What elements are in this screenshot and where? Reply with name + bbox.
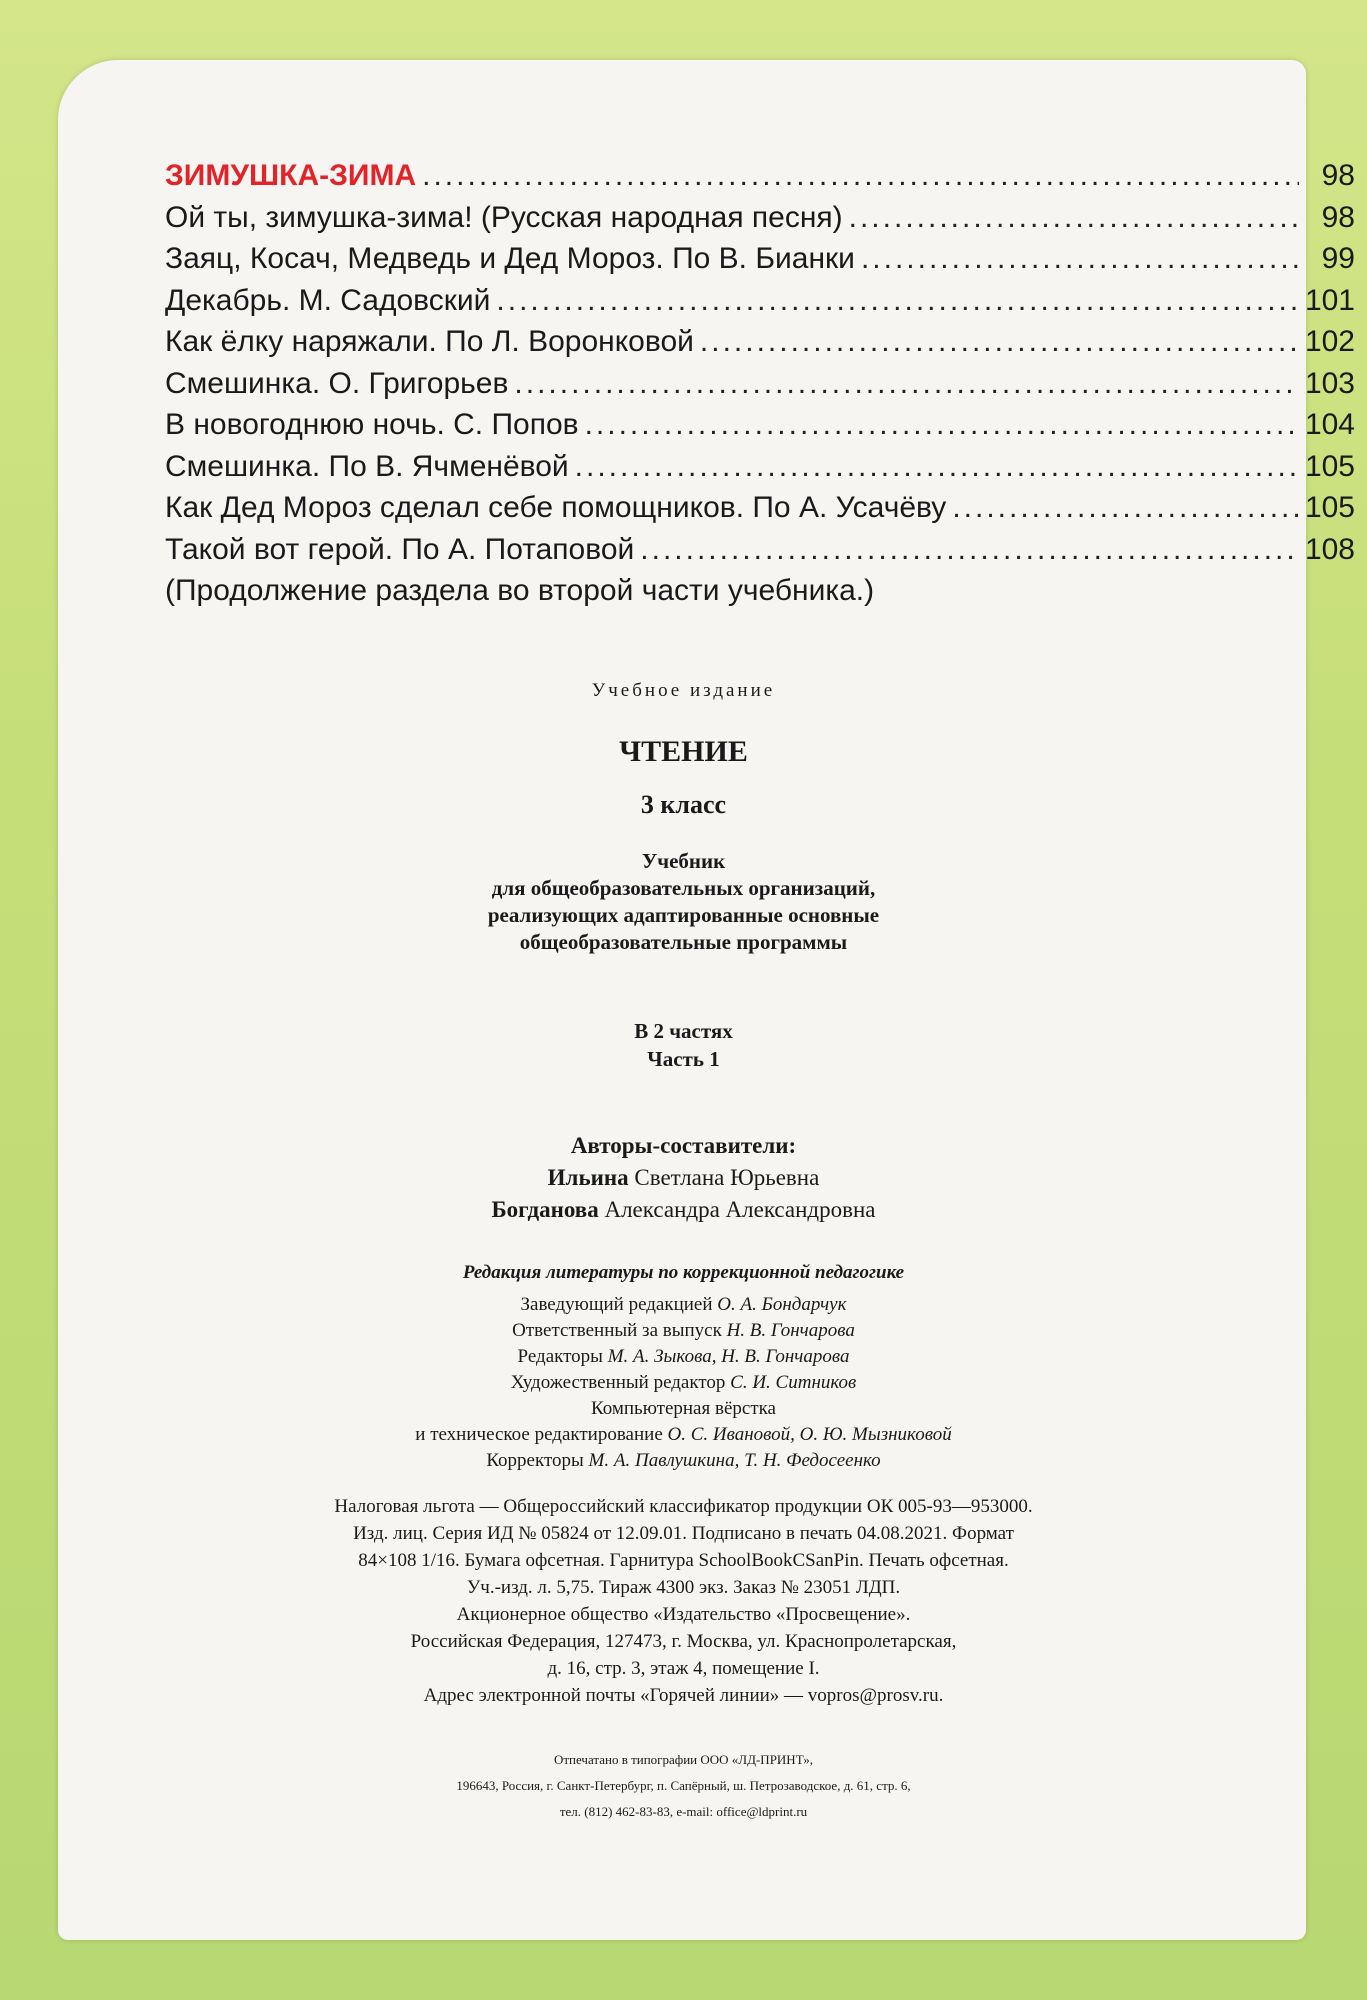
book-type	[0, 848, 1367, 956]
page-number: 101	[1304, 283, 1355, 317]
book-type-line: Учебник	[641, 849, 726, 873]
staff-row	[0, 1292, 1367, 1318]
editorial-staff	[0, 1260, 1367, 1474]
dot-leader	[514, 363, 1299, 405]
pub-line: Адрес электронной почты «Горячей линии» — vopros@prosv.ru.	[423, 1685, 944, 1706]
list-item	[165, 529, 1355, 571]
printer-line: Отпечатано в типографии ООО «ЛД-ПРИНТ»,	[553, 1752, 814, 1767]
staff-role: Редакторы	[517, 1346, 603, 1367]
item-title: Заяц, Косач, Медведь и Дед Мороз. По В. Бианки	[165, 242, 855, 275]
list-item	[165, 363, 1355, 405]
list-item	[165, 487, 1355, 529]
part-number: Часть 1	[647, 1047, 720, 1071]
list-item	[165, 404, 1355, 446]
list-item	[165, 280, 1355, 322]
page-number: 98	[1321, 159, 1355, 192]
item-title: Такой вот герой. По А. Потаповой	[165, 532, 635, 566]
editorial-heading: Редакция литературы по коррекционной педагогике	[462, 1262, 905, 1283]
printer-details	[0, 1747, 1367, 1825]
staff-role: Художественный редактор	[510, 1372, 726, 1393]
page-number: 105	[1304, 491, 1355, 524]
staff-name: М. А. Павлушкина, Т. Н. Федосеенко	[588, 1450, 881, 1471]
page-number: 99	[1321, 242, 1355, 275]
author-last-name: Ильина	[547, 1165, 629, 1190]
book-subject: ЧТЕНИЕ	[619, 735, 748, 768]
dot-leader	[849, 197, 1299, 239]
pub-line: Налоговая льгота — Общероссийский классификатор продукции ОК 005-93—953000.	[334, 1496, 1033, 1517]
section-title: ЗИМУШКА-ЗИМА	[165, 159, 417, 192]
printer-line: 196643, Россия, г. Санкт-Петербург, п. Сапёрный, ш. Петрозаводское, д. 61, стр. 6,	[456, 1778, 911, 1793]
staff-row	[0, 1318, 1367, 1344]
page-number: 104	[1304, 408, 1355, 441]
dot-leader	[861, 238, 1299, 280]
list-item	[165, 238, 1355, 280]
toc-section-row	[165, 155, 1355, 197]
author-first-names: Светлана Юрьевна	[634, 1165, 820, 1190]
publication-details	[0, 1493, 1367, 1709]
staff-role: Заведующий редакцией	[520, 1294, 713, 1315]
list-item	[165, 197, 1355, 239]
staff-name: О. А. Бондарчук	[717, 1294, 847, 1315]
book-type-line: реализующих адаптированные основные	[487, 903, 880, 927]
staff-row	[0, 1370, 1367, 1396]
item-title: Как ёлку наряжали. По Л. Воронковой	[165, 325, 694, 358]
dot-leader	[422, 155, 1299, 197]
staff-row	[0, 1448, 1367, 1474]
list-item	[165, 446, 1355, 488]
page-number: 105	[1304, 449, 1355, 483]
authors	[0, 1130, 1367, 1226]
staff-row	[0, 1422, 1367, 1448]
book-type-line: для общеобразовательных организаций,	[491, 876, 876, 900]
edition-label: Учебное издание	[591, 680, 776, 701]
dot-leader	[575, 446, 1299, 488]
author-1	[0, 1162, 1367, 1194]
staff-row	[0, 1396, 1367, 1422]
printer-line: тел. (812) 462-83-83, e-mail: office@ldprint.ru	[559, 1804, 808, 1819]
staff-name: М. А. Зыкова, Н. В. Гончарова	[607, 1346, 850, 1367]
page-number: 98	[1321, 200, 1355, 234]
item-title: Ой ты, зимушка-зима! (Русская народная песня)	[165, 200, 843, 234]
staff-role: Корректоры	[486, 1450, 584, 1471]
staff-role: Ответственный за выпуск	[512, 1320, 722, 1341]
item-title: В новогоднюю ночь. С. Попов	[165, 408, 579, 441]
item-title: Смешинка. По В. Ячменёвой	[165, 449, 569, 483]
dot-leader	[585, 404, 1299, 446]
authors-heading: Авторы-составители:	[570, 1133, 797, 1158]
book-parts	[0, 1017, 1367, 1073]
pub-line: Акционерное общество «Издательство «Просвещение».	[456, 1604, 911, 1625]
table-of-contents	[165, 155, 1355, 612]
staff-name: О. С. Ивановой, О. Ю. Мызниковой	[667, 1424, 952, 1445]
pub-line: Уч.-изд. л. 5,75. Тираж 4300 экз. Заказ № 23051 ЛДП.	[466, 1577, 901, 1598]
toc-continuation-note: (Продолжение раздела во второй части учебника.)	[165, 574, 875, 607]
dot-leader	[496, 280, 1299, 322]
parts-count: В 2 частях	[634, 1019, 733, 1043]
page-number: 108	[1304, 532, 1355, 566]
pub-line: Российская Федерация, 127473, г. Москва, ул. Краснопролетарская,	[410, 1631, 957, 1652]
dot-leader	[700, 321, 1299, 363]
author-last-name: Богданова	[491, 1197, 599, 1222]
book-type-line: общеобразовательные программы	[519, 930, 848, 954]
author-first-names: Александра Александровна	[604, 1197, 876, 1222]
dot-leader	[640, 529, 1299, 571]
staff-role: и техническое редактирование	[415, 1424, 663, 1445]
pub-line: Изд. лиц. Серия ИД № 05824 от 12.09.01. Подписано в печать 04.08.2021. Формат	[353, 1523, 1014, 1544]
page-number: 102	[1304, 325, 1355, 358]
staff-role: Компьютерная вёрстка	[590, 1398, 776, 1419]
pub-line: д. 16, стр. 3, этаж 4, помещение I.	[547, 1658, 820, 1679]
staff-name: С. И. Ситников	[730, 1372, 857, 1393]
author-2	[0, 1194, 1367, 1226]
page-number: 103	[1304, 366, 1355, 400]
item-title: Как Дед Мороз сделал себе помощников. По А. Усачёву	[165, 491, 947, 524]
item-title: Декабрь. М. Садовский	[165, 283, 491, 317]
item-title: Смешинка. О. Григорьев	[165, 366, 509, 400]
book-grade: 3 класс	[640, 790, 727, 819]
dot-leader	[952, 487, 1299, 529]
staff-name: Н. В. Гончарова	[726, 1320, 855, 1341]
list-item	[165, 321, 1355, 363]
pub-line: 84×108 1/16. Бумага офсетная. Гарнитура SchoolBookCSanPin. Печать офсетная.	[358, 1550, 1009, 1571]
staff-row	[0, 1344, 1367, 1370]
